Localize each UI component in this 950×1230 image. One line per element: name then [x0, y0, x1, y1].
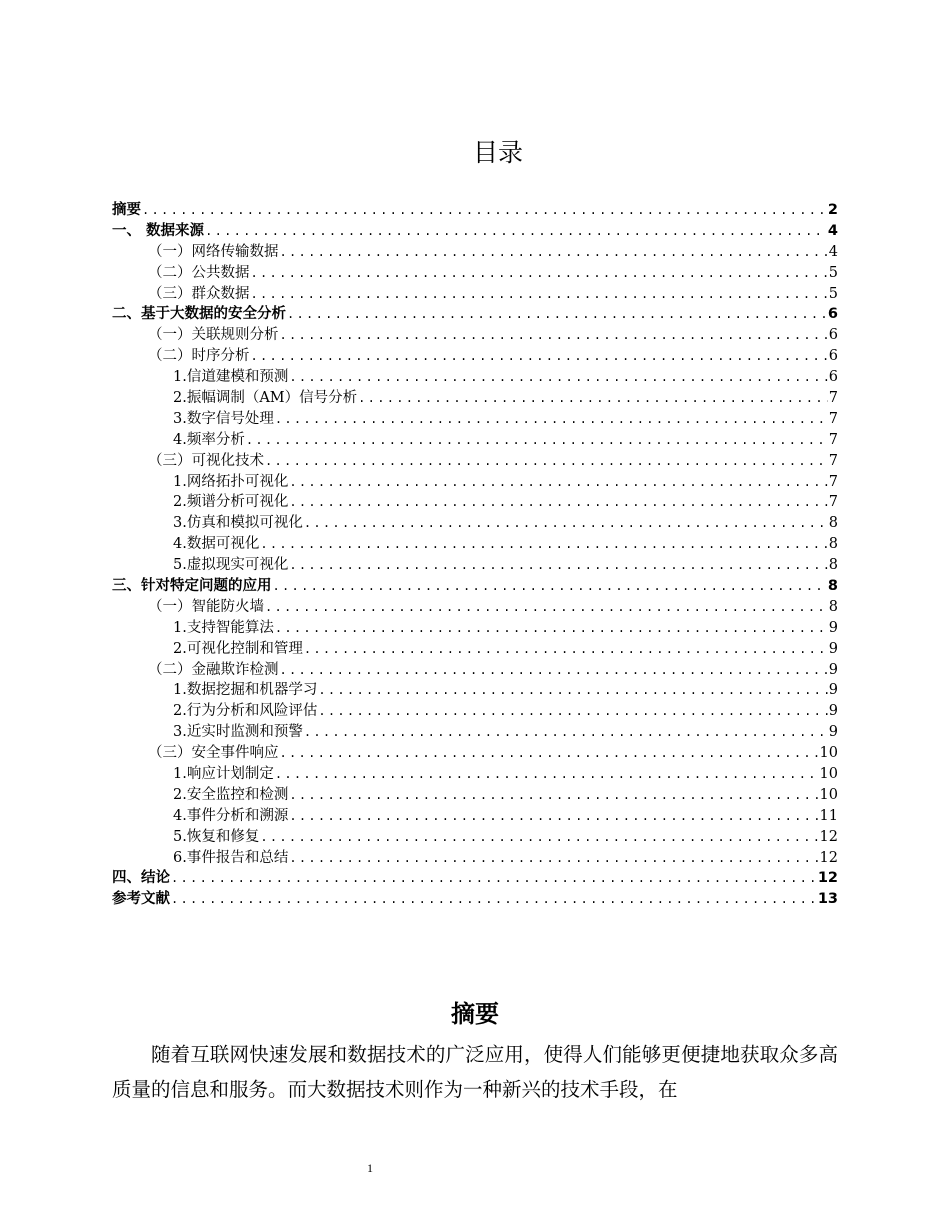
toc-dot-leader	[280, 325, 828, 346]
toc-entry-page: 9	[828, 682, 838, 699]
toc-entry-page: 7	[828, 473, 838, 490]
toc-entry[interactable]	[112, 701, 838, 722]
toc-entry[interactable]	[112, 743, 838, 764]
toc-dot-leader	[280, 660, 828, 681]
toc-entry-title: 1.响应计划制定	[173, 766, 274, 783]
toc-entry[interactable]	[112, 827, 838, 848]
toc-dot-leader	[358, 388, 828, 409]
toc-entry-title: 2.行为分析和风险评估	[173, 703, 318, 720]
toc-entry-page: 4	[827, 222, 838, 239]
toc-dot-leader	[289, 785, 818, 806]
toc-entry-page: 7	[828, 431, 838, 448]
toc-entry[interactable]	[112, 639, 838, 660]
toc-entry-page: 9	[828, 640, 838, 657]
toc-entry-page: 7	[828, 494, 838, 511]
toc-entry[interactable]	[112, 472, 838, 493]
toc-dot-leader	[318, 680, 827, 701]
abstract-title: 摘要	[451, 1000, 499, 1028]
toc-entry[interactable]	[112, 848, 838, 869]
toc-dot-leader	[275, 409, 828, 430]
toc-entry-title: （一）网络传输数据	[148, 243, 279, 260]
toc-entry-page: 10	[819, 786, 838, 803]
toc-entry-page: 5	[828, 285, 838, 302]
toc-entry-title: 摘要	[112, 201, 141, 218]
toc-entry[interactable]	[112, 304, 838, 325]
toc-entry-page: 6	[828, 327, 838, 344]
toc-dot-leader	[205, 221, 827, 242]
table-of-contents	[112, 200, 838, 910]
toc-entry[interactable]	[112, 869, 838, 890]
toc-dot-leader	[304, 722, 828, 743]
toc-entry-title: （三）安全事件响应	[148, 745, 279, 762]
toc-entry-page: 12	[819, 828, 838, 845]
toc-entry-title: （二）时序分析	[148, 348, 250, 365]
toc-entry-page: 10	[819, 766, 838, 783]
toc-entry[interactable]	[112, 660, 838, 681]
toc-dot-leader	[304, 513, 828, 534]
toc-entry-title: 2.可视化控制和管理	[173, 640, 303, 657]
abstract-body: 随着互联网快速发展和数据技术的广泛应用，使得人们能够更便捷地获取众多高质量的信息和服务。而大数据技术则作为一种新兴的技术手段，在	[112, 1043, 838, 1101]
page-number: 1	[367, 1161, 373, 1175]
toc-entry-page: 8	[828, 536, 838, 553]
toc-entry-page: 9	[828, 661, 838, 678]
toc-entry[interactable]	[112, 451, 838, 472]
toc-dot-leader	[260, 534, 827, 555]
toc-entry-page: 8	[828, 557, 838, 574]
toc-entry-title: 2.安全监控和检测	[173, 786, 289, 803]
toc-entry-page: 9	[828, 724, 838, 741]
toc-entry-title: （一）关联规则分析	[148, 327, 279, 344]
toc-entry-page: 12	[817, 870, 838, 887]
toc-entry-page: 2	[827, 201, 838, 218]
toc-entry[interactable]	[112, 325, 838, 346]
toc-entry-page: 7	[828, 410, 838, 427]
toc-entry-page: 4	[828, 243, 838, 260]
toc-entry-title: （二）公共数据	[148, 264, 250, 281]
toc-entry[interactable]	[112, 576, 838, 597]
toc-dot-leader	[289, 555, 827, 576]
toc-dot-leader	[265, 597, 828, 618]
toc-entry[interactable]	[112, 346, 838, 367]
toc-entry-title: 1.信道建模和预测	[173, 369, 289, 386]
toc-dot-leader	[251, 346, 828, 367]
toc-entry-title: 1.数据挖掘和机器学习	[173, 682, 318, 699]
toc-entry[interactable]	[112, 430, 838, 451]
toc-dot-leader	[280, 242, 828, 263]
toc-entry-page: 9	[828, 703, 838, 720]
toc-entry[interactable]	[112, 513, 838, 534]
toc-entry[interactable]	[112, 618, 838, 639]
toc-entry[interactable]	[112, 680, 838, 701]
toc-entry[interactable]	[112, 555, 838, 576]
toc-entry-title: 5.虚拟现实可视化	[173, 557, 289, 574]
toc-dot-leader	[280, 743, 819, 764]
toc-entry-title: （二）金融欺诈检测	[148, 661, 279, 678]
toc-entry-page: 6	[828, 348, 838, 365]
toc-dot-leader	[275, 764, 819, 785]
toc-dot-leader	[171, 869, 817, 890]
toc-entry[interactable]	[112, 242, 838, 263]
toc-dot-leader	[289, 367, 827, 388]
toc-dot-leader	[318, 701, 827, 722]
toc-entry-title: 二、基于大数据的安全分析	[112, 306, 286, 323]
toc-dot-leader	[246, 430, 828, 451]
toc-entry[interactable]	[112, 409, 838, 430]
toc-entry-page: 8	[828, 515, 838, 532]
toc-entry-page: 7	[828, 452, 838, 469]
toc-entry-page: 6	[828, 369, 838, 386]
toc-entry[interactable]	[112, 534, 838, 555]
toc-entry-page: 7	[828, 390, 838, 406]
toc-dot-leader	[287, 304, 827, 325]
toc-entry-title: 2.频谱分析可视化	[173, 494, 289, 511]
toc-entry[interactable]	[112, 200, 838, 221]
toc-entry-title: 3.近实时监测和预警	[173, 724, 303, 741]
toc-entry-title: 三、针对特定问题的应用	[112, 578, 272, 595]
toc-entry-title: 2.振幅调制（AM）信号分析	[173, 390, 358, 406]
toc-entry[interactable]	[112, 764, 838, 785]
toc-dot-leader	[289, 472, 827, 493]
toc-entry-title: （三）可视化技术	[148, 452, 264, 469]
toc-entry-title: 4.频率分析	[173, 431, 245, 448]
toc-dot-leader	[289, 848, 818, 869]
toc-entry-title: 6.事件报告和总结	[173, 849, 289, 866]
toc-entry-title: 1.网络拓扑可视化	[173, 473, 289, 490]
toc-entry[interactable]	[112, 722, 838, 743]
toc-entry[interactable]	[112, 221, 838, 242]
toc-entry-title: 3.数字信号处理	[173, 410, 274, 427]
toc-entry-title: 5.恢复和修复	[173, 828, 260, 845]
toc-dot-leader	[289, 492, 827, 513]
toc-entry-title: 4.事件分析和溯源	[173, 807, 289, 824]
toc-entry-page: 12	[819, 849, 838, 866]
toc-entry-page: 10	[819, 745, 838, 762]
toc-entry[interactable]	[112, 388, 838, 409]
toc-entry-page: 6	[827, 306, 838, 323]
toc-entry-page: 8	[828, 598, 838, 615]
toc-entry-title: 一、 数据来源	[112, 222, 205, 239]
toc-dot-leader	[304, 639, 828, 660]
toc-dot-leader	[273, 576, 827, 597]
toc-title: 目录	[472, 138, 523, 167]
toc-entry[interactable]	[112, 284, 838, 305]
toc-entry[interactable]	[112, 889, 838, 910]
toc-entry-title: 四、结论	[112, 870, 170, 887]
toc-entry[interactable]	[112, 367, 838, 388]
toc-entry-page: 9	[828, 619, 838, 636]
toc-dot-leader	[260, 827, 818, 848]
toc-entry-title: （三）群众数据	[148, 285, 250, 302]
toc-dot-leader	[171, 889, 817, 910]
toc-dot-leader	[251, 263, 828, 284]
toc-entry-page: 5	[828, 264, 838, 281]
toc-dot-leader	[275, 618, 828, 639]
toc-entry[interactable]	[112, 492, 838, 513]
toc-entry-page: 11	[819, 807, 838, 824]
toc-entry-page: 8	[827, 578, 838, 595]
toc-entry-title: 3.仿真和模拟可视化	[173, 515, 303, 532]
toc-entry[interactable]	[112, 597, 838, 618]
toc-entry-page: 13	[817, 891, 838, 908]
toc-entry-title: （一）智能防火墙	[148, 598, 264, 615]
toc-dot-leader	[289, 806, 818, 827]
toc-dot-leader	[265, 451, 828, 472]
toc-entry[interactable]	[112, 806, 838, 827]
toc-dot-leader	[251, 284, 828, 305]
toc-entry-title: 1.支持智能算法	[173, 619, 274, 636]
toc-entry-title: 参考文献	[112, 891, 170, 908]
toc-entry[interactable]	[112, 785, 838, 806]
toc-dot-leader	[142, 200, 827, 221]
toc-entry[interactable]	[112, 263, 838, 284]
toc-entry-title: 4.数据可视化	[173, 536, 260, 553]
